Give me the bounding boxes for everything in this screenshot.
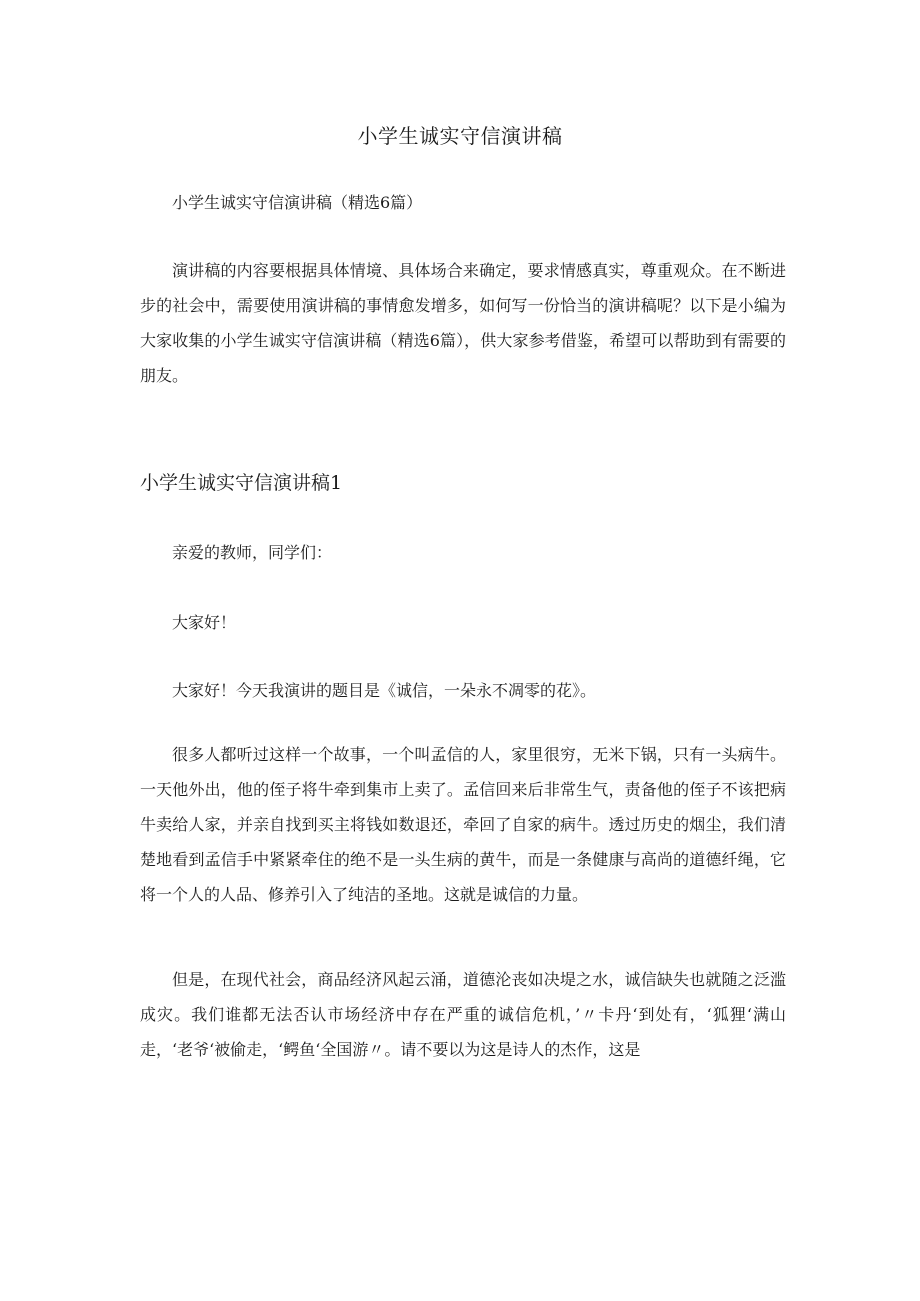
topic-line: 大家好！今天我演讲的题目是《诚信，一朵永不凋零的花》。 (172, 681, 597, 700)
story-paragraph: 很多人都听过这样一个故事，一个叫孟信的人，家里很穷，无米下锅，只有一头病牛。一天他外出，他的侄子将牛牵到集市上卖了。孟信回来后非常生气，责备他的侄子不该把病牛卖给人家，并亲自找到买主将钱如数退还，牵回了自家的病牛。透过历史的烟尘，我们清楚地看到孟信手中紧紧牵住的绝不是一头生病的黄牛，而是一条健康与高尚的道德纤绳，它将一个人的人品、修养引入了纯洁的圣地。这就是诚信的力量。 (140, 745, 786, 904)
page-title: 小学生诚实守信演讲稿 (357, 124, 563, 148)
subtitle: 小学生诚实守信演讲稿（精选6篇） (172, 193, 423, 212)
section-heading: 小学生诚实守信演讲稿1 (140, 472, 343, 494)
modern-paragraph: 但是，在现代社会，商品经济风起云涌，道德沦丧如决堤之水，诚信缺失也就随之泛滥成灾。我们谁都无法否认市场经济中存在严重的诚信危机，’〃卡丹‘到处有，‘狐狸‘满山走，‘老爷‘被偷走，‘鳄鱼‘全国游〃。请不要以为这是诗人的杰作，这是 (140, 970, 786, 1059)
intro-paragraph: 演讲稿的内容要根据具体情境、具体场合来确定，要求情感真实，尊重观众。在不断进步的社会中，需要使用演讲稿的事情愈发增多，如何写一份恰当的演讲稿呢？以下是小编为大家收集的小学生诚实守信演讲稿（精选6篇），供大家参考借鉴，希望可以帮助到有需要的朋友。 (140, 261, 786, 385)
greeting-line: 亲爱的教师，同学们： (172, 543, 333, 562)
hello-line: 大家好！ (172, 613, 237, 632)
